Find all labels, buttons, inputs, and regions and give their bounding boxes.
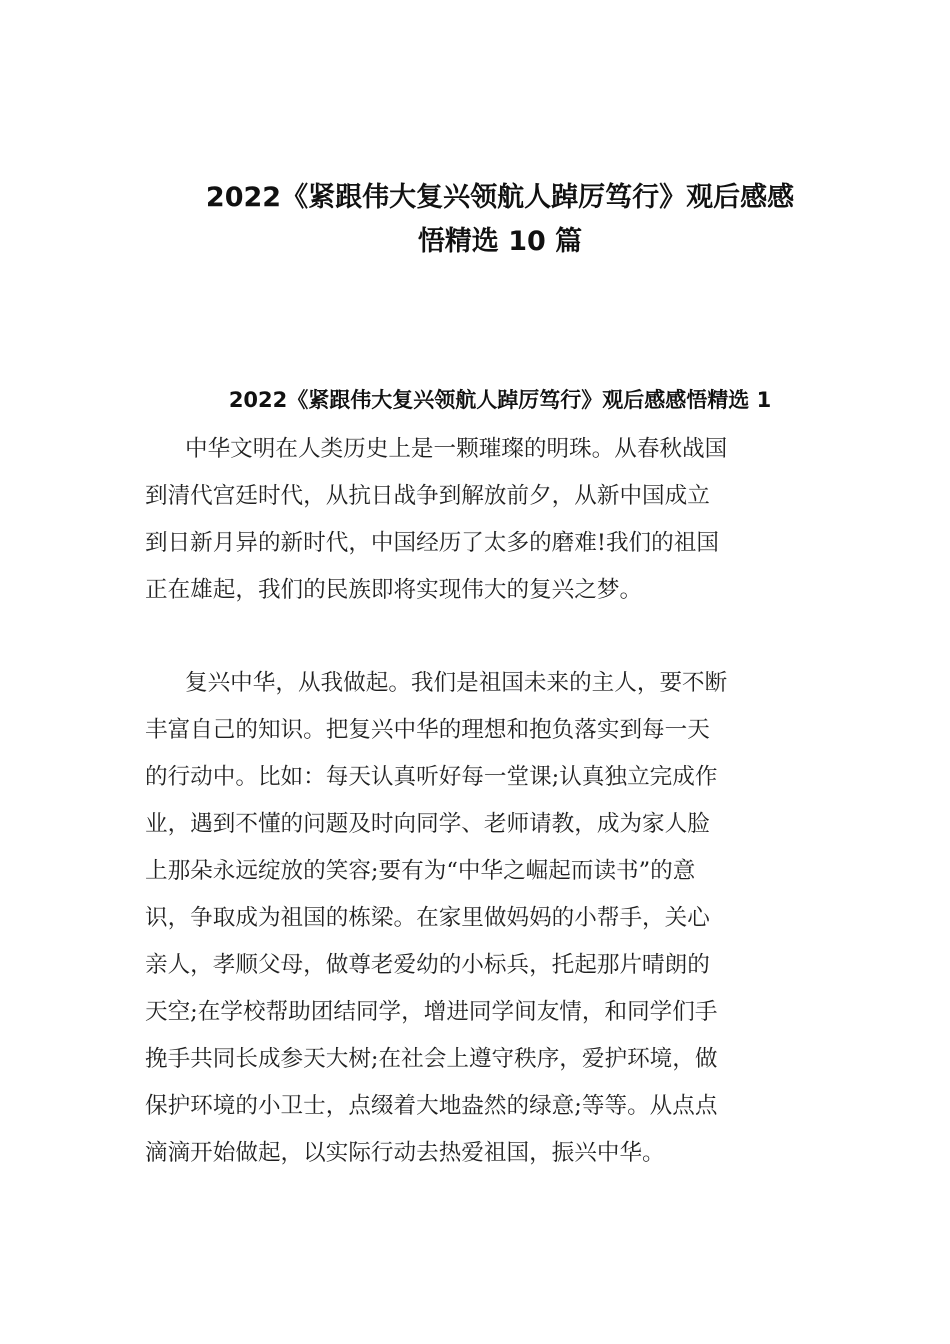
paragraph-2 bbox=[145, 660, 805, 1177]
paragraph-line: 到清代宫廷时代，从抗日战争到解放前夕，从新中国成立 bbox=[145, 483, 710, 509]
paragraph-line: 丰富自己的知识。把复兴中华的理想和抱负落实到每一天 bbox=[145, 717, 710, 743]
paragraph-1 bbox=[145, 426, 805, 614]
paragraph-line: 的行动中。比如：每天认真听好每一堂课;认真独立完成作 bbox=[145, 764, 718, 790]
paragraph-line: 正在雄起，我们的民族即将实现伟大的复兴之梦。 bbox=[145, 577, 643, 603]
paragraph-line: 识，争取成为祖国的栋梁。在家里做妈妈的小帮手，关心 bbox=[145, 905, 710, 931]
paragraph-line: 复兴中华，从我做起。我们是祖国未来的主人，要不断 bbox=[185, 670, 728, 696]
paragraph-line: 天空;在学校帮助团结同学，增进同学间友情，和同学们手 bbox=[145, 999, 718, 1025]
document-title-line-1: 2022《紧跟伟大复兴领航人踔厉笃行》观后感感 bbox=[205, 182, 795, 213]
document-title-line-2: 悟精选 10 篇 bbox=[417, 226, 583, 257]
paragraph-line: 中华文明在人类历史上是一颗璀璨的明珠。从春秋战国 bbox=[185, 436, 728, 462]
paragraph-line: 滴滴开始做起，以实际行动去热爱祖国，振兴中华。 bbox=[145, 1140, 665, 1166]
section-heading: 2022《紧跟伟大复兴领航人踔厉笃行》观后感感悟精选 1 bbox=[228, 388, 772, 412]
paragraph-line: 业，遇到不懂的问题及时向同学、老师请教，成为家人脸 bbox=[145, 811, 710, 837]
paragraph-line: 亲人，孝顺父母，做尊老爱幼的小标兵，托起那片晴朗的 bbox=[145, 952, 710, 978]
paragraph-line: 到日新月异的新时代，中国经历了太多的磨难!我们的祖国 bbox=[145, 530, 719, 556]
paragraph-line: 挽手共同长成参天大树;在社会上遵守秩序，爱护环境，做 bbox=[145, 1046, 718, 1072]
paragraph-line: 上那朵永远绽放的笑容;要有为“中华之崛起而读书”的意 bbox=[145, 858, 696, 884]
paragraph-line: 保护环境的小卫士，点缀着大地盎然的绿意;等等。从点点 bbox=[145, 1093, 718, 1119]
